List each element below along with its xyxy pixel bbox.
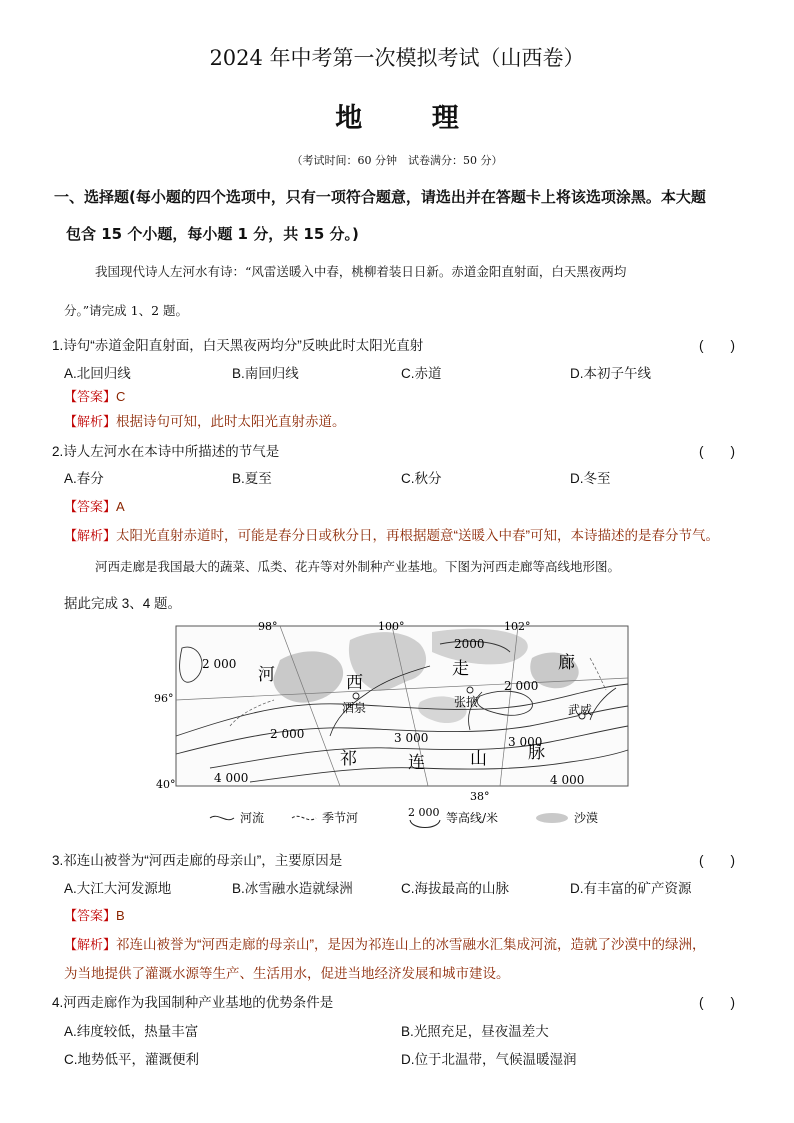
question-4-option-b: B.光照充足，昼夜温差大 bbox=[401, 1024, 549, 1039]
question-1-option-a: A.北回归线 bbox=[64, 366, 131, 381]
answer-value: C bbox=[116, 389, 126, 404]
latitude-label: 38° bbox=[470, 790, 490, 803]
city-label: 武威 bbox=[568, 703, 593, 717]
question-1-answer-blank: ( ) bbox=[699, 338, 735, 353]
region-char: 廊 bbox=[558, 653, 575, 673]
analysis-label: 【解析】 bbox=[64, 937, 117, 952]
question-2-answer bbox=[64, 496, 125, 515]
answer-value: A bbox=[116, 499, 125, 514]
contour-label: 2 000 bbox=[202, 657, 237, 671]
question-1-option-b: B.南回归线 bbox=[232, 366, 299, 381]
section-heading-line1: 一、选择题(每小题的四个选项中，只有一项符合题意，请选出并在答题卡上将该选项涂黑。本大题 bbox=[54, 188, 706, 206]
question-2-answer-blank: ( ) bbox=[699, 444, 735, 459]
legend-desert-symbol bbox=[536, 813, 568, 823]
passage2-line2: 据此完成 3、4 题。 bbox=[64, 596, 182, 611]
answer-label: 【答案】 bbox=[64, 908, 117, 923]
analysis-text: 根据诗句可知，此时太阳光直射赤道。 bbox=[116, 414, 346, 429]
legend-contour-symbol bbox=[410, 820, 440, 828]
region-char: 西 bbox=[346, 673, 363, 693]
contour-label: 2 000 bbox=[504, 679, 539, 693]
legend-desert-label: 沙漠 bbox=[574, 811, 599, 825]
region-char: 走 bbox=[452, 659, 469, 679]
question-3-option-d: D.有丰富的矿产资源 bbox=[570, 881, 692, 896]
question-1-option-c: C.赤道 bbox=[401, 366, 442, 381]
question-3-option-c: C.海拔最高的山脉 bbox=[401, 881, 509, 896]
hexi-corridor-contour-map bbox=[154, 618, 634, 832]
mountain-char: 祁 bbox=[340, 749, 357, 769]
analysis-label: 【解析】 bbox=[64, 414, 117, 429]
analysis-text-line1: 祁连山被誉为“河西走廊的母亲山”，是因为祁连山上的冰雪融水汇集成河流，造就了沙漠中的绿洲， bbox=[116, 937, 706, 952]
question-2-option-a: A.春分 bbox=[64, 471, 104, 486]
question-4-option-d: D.位于北温带，气候温暖湿润 bbox=[401, 1052, 577, 1067]
question-1-answer bbox=[64, 386, 125, 405]
legend-contour-sample: 2 000 bbox=[408, 806, 440, 819]
question-2-analysis bbox=[64, 524, 719, 544]
contour-label: 3 000 bbox=[394, 731, 429, 745]
region-char: 河 bbox=[258, 665, 275, 685]
exam-title: 2024 年中考第一次模拟考试（山西卷） bbox=[209, 46, 585, 70]
legend-seasonal-river-label: 季节河 bbox=[322, 811, 359, 825]
longitude-label: 98° bbox=[258, 620, 278, 633]
passage1-line2: 分。”请完成 1、2 题。 bbox=[64, 303, 188, 318]
latitude-label: 40° bbox=[156, 778, 176, 791]
contour-label: 4 000 bbox=[214, 771, 249, 785]
city-marker bbox=[467, 687, 473, 693]
question-2-stem: 2.诗人左河水在本诗中所描述的节气是 bbox=[52, 444, 280, 459]
question-2-option-b: B.夏至 bbox=[232, 471, 272, 486]
question-3-analysis-line2: 为当地提供了灌溉水源等生产、生活用水，促进当地经济发展和城市建设。 bbox=[64, 966, 510, 981]
longitude-label: 102° bbox=[504, 620, 531, 633]
longitude-label: 100° bbox=[378, 620, 405, 633]
question-1-analysis bbox=[64, 410, 346, 430]
question-2-option-d: D.冬至 bbox=[570, 471, 611, 486]
question-3-analysis bbox=[64, 933, 706, 953]
answer-value: B bbox=[116, 908, 125, 923]
city-marker bbox=[353, 693, 359, 699]
city-label: 酒泉 bbox=[342, 701, 367, 715]
question-1-option-d: D.本初子午线 bbox=[570, 366, 651, 381]
question-3-answer-blank: ( ) bbox=[699, 853, 735, 868]
question-3-option-b: B.冰雪融水造就绿洲 bbox=[232, 881, 353, 896]
question-4-option-c: C.地势低平，灌溉便利 bbox=[64, 1052, 199, 1067]
question-4-option-a: A.纬度较低，热量丰富 bbox=[64, 1024, 199, 1039]
contour-map-svg bbox=[154, 618, 634, 832]
mountain-char: 连 bbox=[408, 753, 425, 773]
mountain-char: 山 bbox=[470, 749, 487, 769]
answer-label: 【答案】 bbox=[64, 389, 117, 404]
question-2-option-c: C.秋分 bbox=[401, 471, 442, 486]
question-3-answer bbox=[64, 905, 125, 924]
contour-label: 3 000 bbox=[508, 735, 543, 749]
city-label: 张掖 bbox=[454, 695, 479, 709]
analysis-label: 【解析】 bbox=[64, 528, 117, 543]
question-3-stem: 3.祁连山被誉为“河西走廊的母亲山”，主要原因是 bbox=[52, 853, 343, 868]
exam-info: （考试时间：60 分钟 试卷满分：50 分） bbox=[291, 154, 503, 167]
legend-seasonal-river-symbol bbox=[292, 816, 316, 819]
subject-title: 地 理 bbox=[335, 103, 489, 134]
legend-river-label: 河流 bbox=[240, 811, 265, 825]
question-3-option-a: A.大江大河发源地 bbox=[64, 881, 172, 896]
contour-label: 2 000 bbox=[270, 727, 305, 741]
passage2-line1: 河西走廊是我国最大的蔬菜、瓜类、花卉等对外制种产业基地。下图为河西走廊等高线地形图。 bbox=[95, 559, 621, 574]
question-4-stem: 4.河西走廊作为我国制种产业基地的优势条件是 bbox=[52, 995, 334, 1010]
legend-river-symbol bbox=[210, 816, 234, 819]
latitude-label: 96° bbox=[154, 692, 174, 705]
question-1-stem: 1.诗句“赤道金阳直射面，白天黑夜两均分”反映此时太阳光直射 bbox=[52, 338, 424, 353]
legend-contour-label: 等高线/米 bbox=[446, 811, 499, 825]
answer-label: 【答案】 bbox=[64, 499, 117, 514]
mountain-char: 脉 bbox=[528, 743, 545, 763]
contour-label: 4 000 bbox=[550, 773, 585, 787]
contour-label: 2000 bbox=[454, 637, 485, 651]
question-4-answer-blank: ( ) bbox=[699, 995, 735, 1010]
section-heading-line2: 包含 15 个小题，每小题 1 分，共 15 分。) bbox=[66, 225, 359, 243]
analysis-text: 太阳光直射赤道时，可能是春分日或秋分日，再根据题意“送暖入中春”可知，本诗描述的是春分节气。 bbox=[116, 528, 720, 543]
passage1-line1: 我国现代诗人左河水有诗：“风雷送暖入中春，桃柳着装日日新。赤道金阳直射面，白天黑夜两均 bbox=[95, 264, 627, 279]
